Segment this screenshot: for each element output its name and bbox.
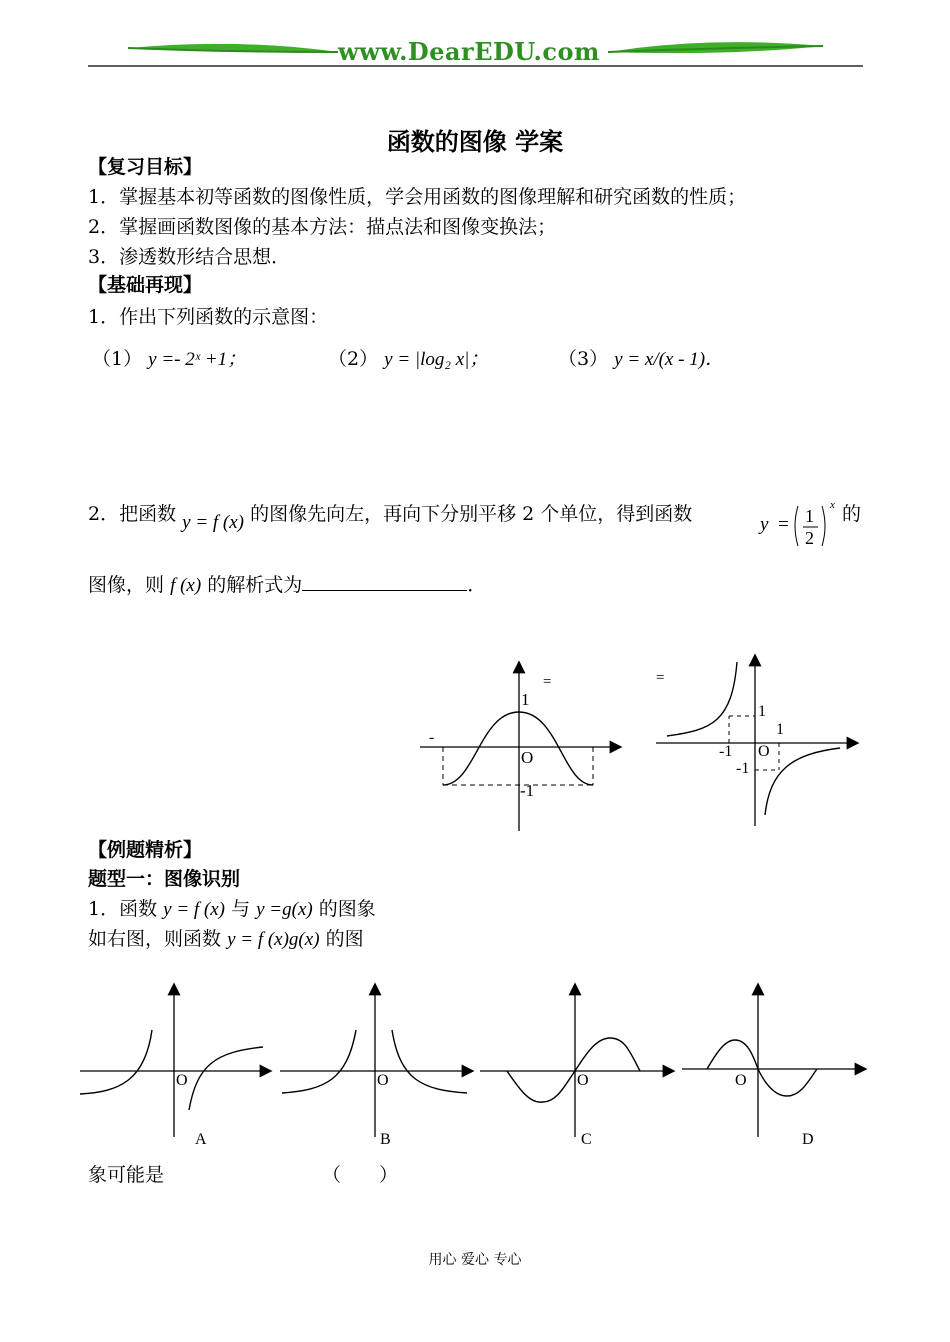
type1-text: 的图象 xyxy=(318,898,376,920)
option-letter: A xyxy=(195,1131,207,1148)
q1-item-2 xyxy=(328,347,488,372)
q2-text: ． xyxy=(467,574,487,596)
type1-line3: 象可能是 xyxy=(88,1164,165,1186)
type1-math: y = f (x)g(x) xyxy=(227,929,320,950)
type1-line2 xyxy=(88,927,364,952)
q2-text: 的解析式为 xyxy=(207,574,303,596)
origin-label: O xyxy=(521,748,534,767)
q2-math: y = f (x) xyxy=(182,512,245,533)
svg-text:=: = xyxy=(778,514,789,535)
origin-label: O xyxy=(735,1072,747,1089)
option-graphs xyxy=(75,980,875,1155)
q1-item-label: （3） xyxy=(558,348,609,370)
equals-mark: = xyxy=(656,670,665,686)
svg-text:x: x xyxy=(830,499,835,511)
origin-label: O xyxy=(176,1072,188,1089)
q2-math: f (x) xyxy=(170,575,202,596)
type1-math: y = f (x) xyxy=(163,899,226,920)
axis-label: -1 xyxy=(736,760,750,777)
header-banner xyxy=(88,30,863,70)
option-letter: C xyxy=(581,1131,592,1148)
basics-q2-line2 xyxy=(88,572,486,598)
axis-label: 1 xyxy=(758,703,766,720)
type1-line1 xyxy=(88,897,376,922)
origin-label: O xyxy=(577,1072,589,1089)
origin-label: O xyxy=(377,1072,389,1089)
q1-item-label: （2） xyxy=(328,348,379,370)
section-basics: 【基础再现】 xyxy=(88,274,203,296)
axis-label: 1 xyxy=(521,690,530,709)
q2-formula-half-power xyxy=(758,492,838,552)
q2-text: 2．把函数 xyxy=(88,503,177,525)
axis-label: -1 xyxy=(719,743,733,760)
site-logo: www.DearEDU.com xyxy=(338,37,600,66)
goal-item: 3．渗透数形结合思想． xyxy=(88,246,291,268)
type1-math: y =g(x) xyxy=(256,899,313,920)
option-letter: B xyxy=(380,1131,391,1148)
q1-item-1 xyxy=(92,347,246,372)
section-examples: 【例题精析】 xyxy=(88,839,203,861)
option-graph-c[interactable] xyxy=(480,985,673,1148)
q1-item-3 xyxy=(558,347,724,372)
type1-heading: 题型一：图像识别 xyxy=(88,868,241,890)
section-review-goals: 【复习目标】 xyxy=(88,156,203,178)
goal-item: 1．掌握基本初等函数的图像性质，学会用函数的图像理解和研究函数的性质； xyxy=(88,186,747,208)
svg-text:2: 2 xyxy=(805,528,814,548)
type1-text: 的图 xyxy=(325,928,364,950)
type1-text: 如右图，则函数 xyxy=(88,928,222,950)
answer-blank[interactable] xyxy=(302,572,467,591)
q2-text: 图像，则 xyxy=(88,574,165,596)
equals-mark: = xyxy=(543,674,552,690)
axis-label: -1 xyxy=(520,781,535,800)
option-graph-b[interactable] xyxy=(280,985,472,1148)
q1-item-label: （1） xyxy=(92,348,143,370)
graph-g-hyperbola xyxy=(652,650,862,830)
option-graph-d[interactable] xyxy=(682,985,865,1148)
q1-item-math: y = x/(x - 1)． xyxy=(614,349,725,370)
option-graph-a[interactable] xyxy=(80,985,270,1148)
q1-item-math: y = |log₂ x|； xyxy=(384,349,489,370)
q2-text-end: 的 xyxy=(842,503,862,525)
graph-f-bell xyxy=(415,655,630,840)
basics-q1-intro: 1．作出下列函数的示意图： xyxy=(88,306,329,328)
option-letter: D xyxy=(802,1131,814,1148)
page-title: 函数的图像 学案 xyxy=(386,127,564,156)
q2-text: 的图像先向左，再向下分别平移 2 个单位，得到函数 xyxy=(250,503,693,525)
page-footer: 用心 爱心 专心 xyxy=(428,1252,522,1268)
type1-text: 1．函数 xyxy=(88,898,158,920)
svg-text:y: y xyxy=(760,514,769,535)
dash-mark: - xyxy=(429,729,435,746)
basics-q2-line1 xyxy=(88,502,693,533)
q1-item-math: y =- 2ˣ +1； xyxy=(148,349,247,370)
origin-label: O xyxy=(758,743,770,760)
answer-paren[interactable]: （ ） xyxy=(322,1164,399,1186)
type1-text: 与 xyxy=(231,898,251,920)
goal-item: 2．掌握画函数图像的基本方法：描点法和图像变换法； xyxy=(88,216,557,238)
axis-label: 1 xyxy=(776,721,784,738)
svg-text:1: 1 xyxy=(805,506,814,526)
